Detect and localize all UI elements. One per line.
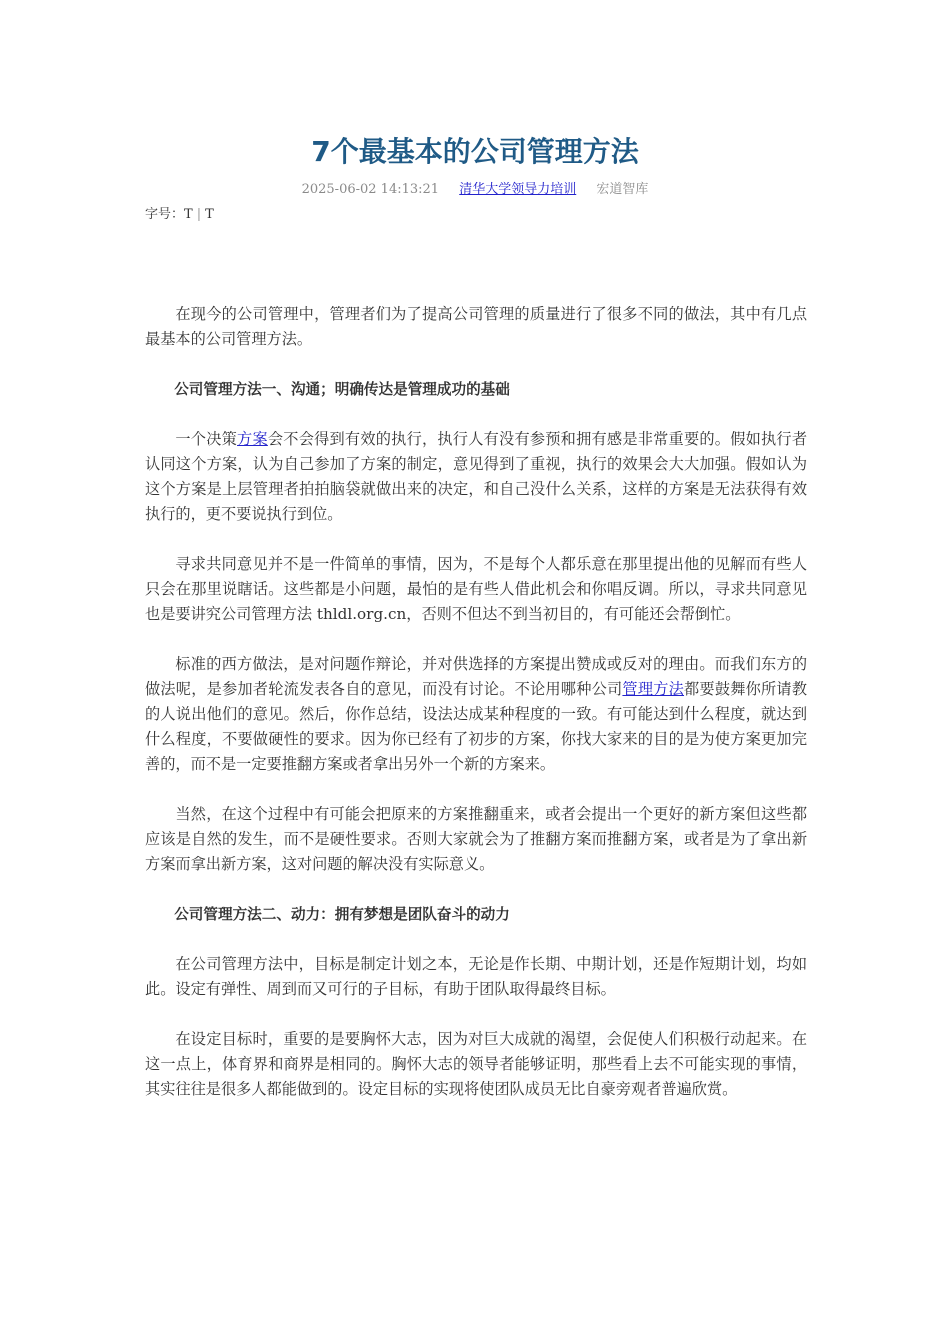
source-link[interactable]: 清华大学领导力培训: [459, 182, 577, 197]
plan-link[interactable]: 方案: [237, 430, 268, 448]
paragraph-ambition: 在设定目标时，重要的是要胸怀大志，因为对巨大成就的渴望，会促使人们积极行动起来。在这一点上，体育界和商界是相同的。胸怀大志的领导者能够证明，那些看上去不可能实现的事情，其实往往是很多人都能做到的。设定目标的实现将使团队成员无比自豪旁观者普遍欣赏。: [145, 1030, 807, 1098]
article-body: [145, 302, 807, 1127]
paragraph-decision: [145, 427, 807, 527]
font-size-separator: |: [196, 207, 202, 222]
font-size-small-button[interactable]: T: [205, 207, 214, 222]
font-size-control: [145, 203, 214, 222]
paragraph-western-method: [145, 652, 807, 777]
paragraph-consensus: 寻求共同意见并不是一件简单的事情，因为，不是每个人都乐意在那里提出他的见解而有些人只会在那里说瞎话。这些都是小问题，最怕的是有些人借此机会和你唱反调。所以，寻求共同意见也是要讲究公司管理方法 thldl.org.cn，否则不但达不到当初目的，有可能还会帮倒忙。: [145, 555, 807, 623]
publisher-name: 宏道智库: [596, 182, 649, 197]
font-size-large-button[interactable]: T: [184, 207, 193, 222]
paragraph-goals: 在公司管理方法中，目标是制定计划之本，无论是作长期、中期计划，还是作短期计划，均如此。设定有弹性、周到而又可行的子目标，有助于团队取得最终目标。: [145, 955, 807, 998]
article-meta: [0, 178, 950, 197]
paragraph-text: 都要鼓舞你所请教的人说出他们的意见。然后，你作总结，设法达成某种程度的一致。有可能达到什么程度，就达到什么程度，不要做硬性的要求。因为你已经有了初步的方案，你找大家来的目的是为使方案更加完善的，而不是一定要推翻方案或者拿出另外一个新的方案来。: [145, 680, 808, 773]
publish-date: 2025-06-02 14:13:21: [301, 182, 440, 197]
paragraph-text: 标准的西方做法，是对问题作辩论，并对供选择的方案提出赞成或反对的理由。而我们东方的做法呢，是参加者轮流发表各自的意见，而没有讨论。不论用哪种公司: [145, 655, 807, 698]
paragraph-text: 一个决策: [175, 430, 238, 448]
management-method-link[interactable]: 管理方法: [622, 680, 685, 698]
font-size-label: 字号：: [145, 207, 185, 222]
article-title: 7个最基本的公司管理方法: [311, 135, 639, 168]
paragraph-text: 会不会得到有效的执行，执行人有没有参预和拥有感是非常重要的。假如执行者认同这个方案，认为自己参加了方案的制定，意见得到了重视，执行的效果会大大加强。假如认为这个方案是上层管理者拍拍脑袋就做出来的决定，和自己没什么关系，这样的方案是无法获得有效执行的，更不要说执行到位。: [145, 430, 808, 523]
section-heading-2: 公司管理方法二、动力：拥有梦想是团队奋斗的动力: [174, 906, 510, 923]
paragraph-intro: 在现今的公司管理中，管理者们为了提高公司管理的质量进行了很多不同的做法，其中有几点最基本的公司管理方法。: [145, 305, 807, 348]
section-heading-1: 公司管理方法一、沟通；明确传达是管理成功的基础: [174, 381, 510, 398]
paragraph-natural-process: 当然，在这个过程中有可能会把原来的方案推翻重来，或者会提出一个更好的新方案但这些都应该是自然的发生，而不是硬性要求。否则大家就会为了推翻方案而推翻方案，或者是为了拿出新方案而拿出新方案，这对问题的解决没有实际意义。: [145, 805, 807, 873]
